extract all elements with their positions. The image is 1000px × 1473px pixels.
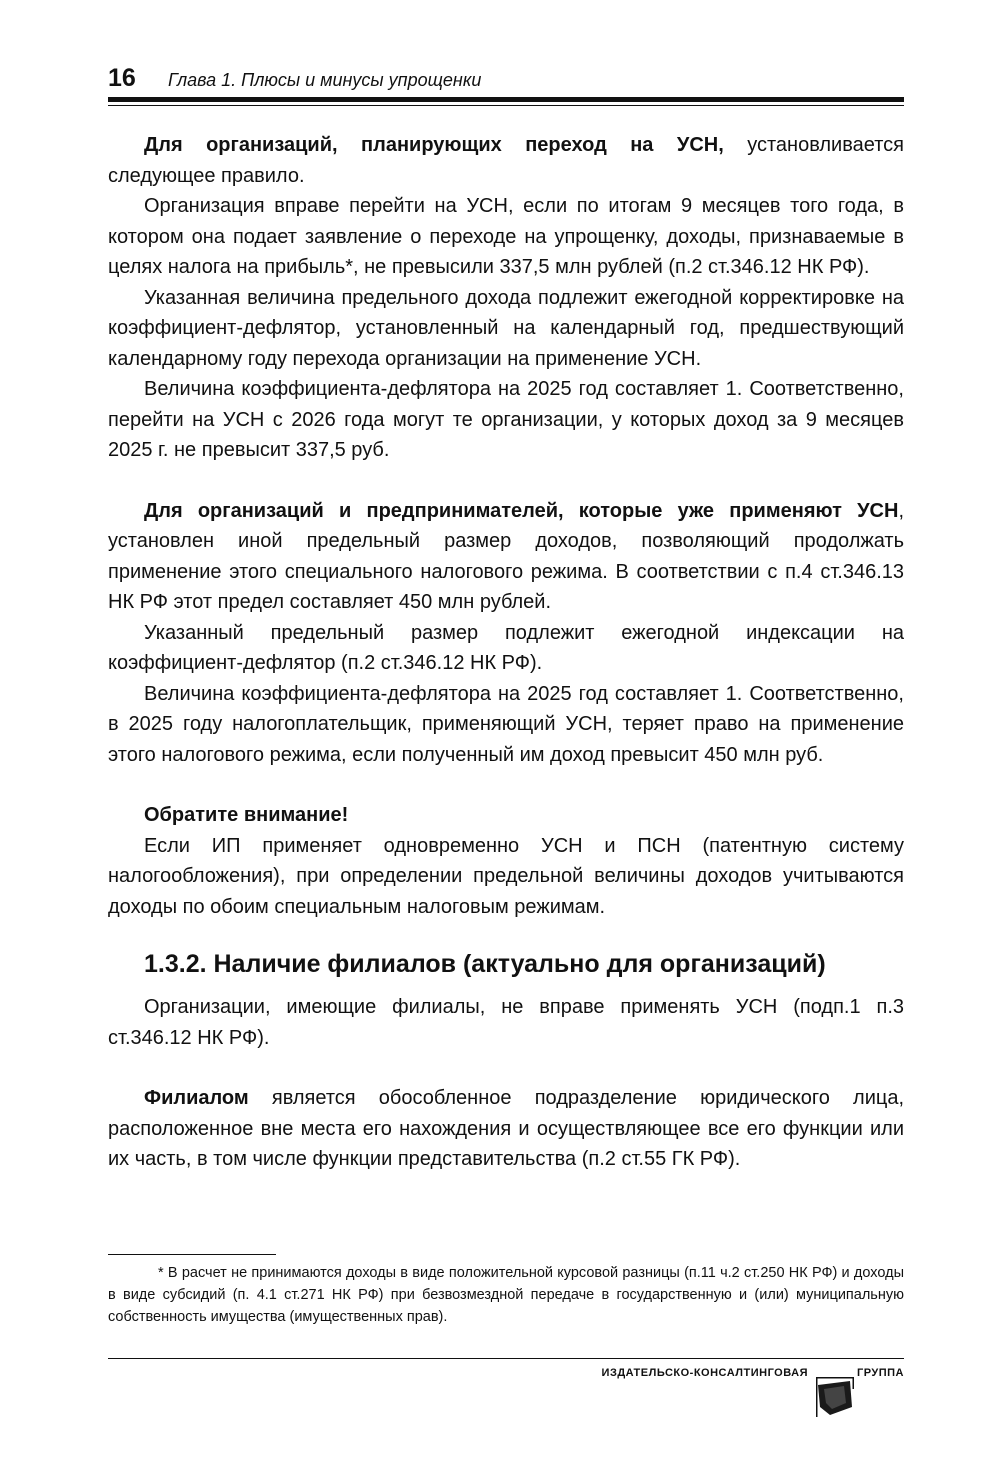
publisher-left-text: ИЗДАТЕЛЬСКО-КОНСАЛТИНГОВАЯ [601,1367,808,1379]
paragraph-6: Указанный предельный размер подлежит ежегодной индексации на коэффициент-дефлятор (п.2 ст.346.12 НК РФ). [108,621,904,674]
footnote: * В расчет не принимаются доходы в виде положительной курсовой разницы (п.11 ч.2 ст.250 НК РФ) и доходы в виде субсидий (п. 4.1 ст.271 НК РФ) при безвозмездной передаче в государственную и (или) муниципальную собственность имущества (имущественных прав). [108,1265,904,1325]
publisher-right-text: ГРУППА [856,1367,904,1379]
header-rule-thin [108,105,904,106]
paragraph-9-bold: Филиалом [144,1087,249,1109]
footnote-rule [108,1254,276,1255]
paragraph-5-rest: , установлен иной предельный размер доходов, позволяющий продолжать применение этого специального налогового режима. В соответствии с п.4 ст.346.13 НК РФ этот предел составляет 450 млн рублей. [108,499,904,613]
page-number: 16 [108,64,136,92]
paragraph-7: Величина коэффициента-дефлятора на 2025 год составляет 1. Соответственно, в 2025 году налогоплательщик, применяющий УСН, теряет право на применение этого налогового режима, если полученный им доход превысит 450 млн руб. [108,682,904,766]
attention-title: Обратите внимание! [144,804,349,826]
paragraph-5 [108,496,904,618]
page-header [108,62,904,100]
bottom-rule [108,1358,904,1359]
paragraph-1-rest: установливается следующее правило. [108,134,904,187]
attention-text: Если ИП применяет одновременно УСН и ПСН (патентную систему налогообложения), при определении предельной величины доходов учитываются доходы по обоим специальным налоговым режимам. [108,834,904,918]
section-heading: 1.3.2. Наличие филиалов (актуально для организаций) [144,950,826,978]
paragraph-5-bold: Для организаций и предпринимателей, которые уже применяют УСН [144,499,899,522]
page-content [108,130,904,1175]
paragraph-1 [108,130,904,191]
paragraph-8: Организации, имеющие филиалы, не вправе применять УСН (подп.1 п.3 ст.346.12 НК РФ). [108,996,904,1049]
publisher-logo-icon [816,1377,854,1417]
paragraph-4: Величина коэффициента-дефлятора на 2025 год составляет 1. Соответственно, перейти на УСН с 2026 года могут те организации, у которых доход за 9 месяцев 2025 г. не превысит 337,5 руб. [108,378,904,461]
paragraph-3: Указанная величина предельного дохода подлежит ежегодной корректировке на коэффициент-дефлятор, установленный на календарный год, предшествующий календарному году перехода организации на применение УСН. [108,286,904,370]
paragraph-9 [108,1083,904,1175]
publisher-mark [584,1367,904,1427]
header-rule-thick [108,97,904,102]
paragraph-1-bold: Для организаций, планирующих переход на УСН, [144,134,724,156]
paragraph-2: Организация вправе перейти на УСН, если по итогам 9 месяцев того года, в котором она подает заявление о переходе на упрощенку, доходы, признаваемые в целях налога на прибыль*, не превысили 337,5 млн рублей (п.2 ст.346.12 НК РФ). [108,195,904,278]
running-title: Глава 1. Плюсы и минусы упрощенки [168,70,482,90]
paragraph-9-rest: является обособленное подразделение юридического лица, расположенное вне места его нахождения и осуществляющее все его функции или их часть, в том числе функции представительства (п.2 ст.55 ГК РФ). [108,1087,904,1170]
